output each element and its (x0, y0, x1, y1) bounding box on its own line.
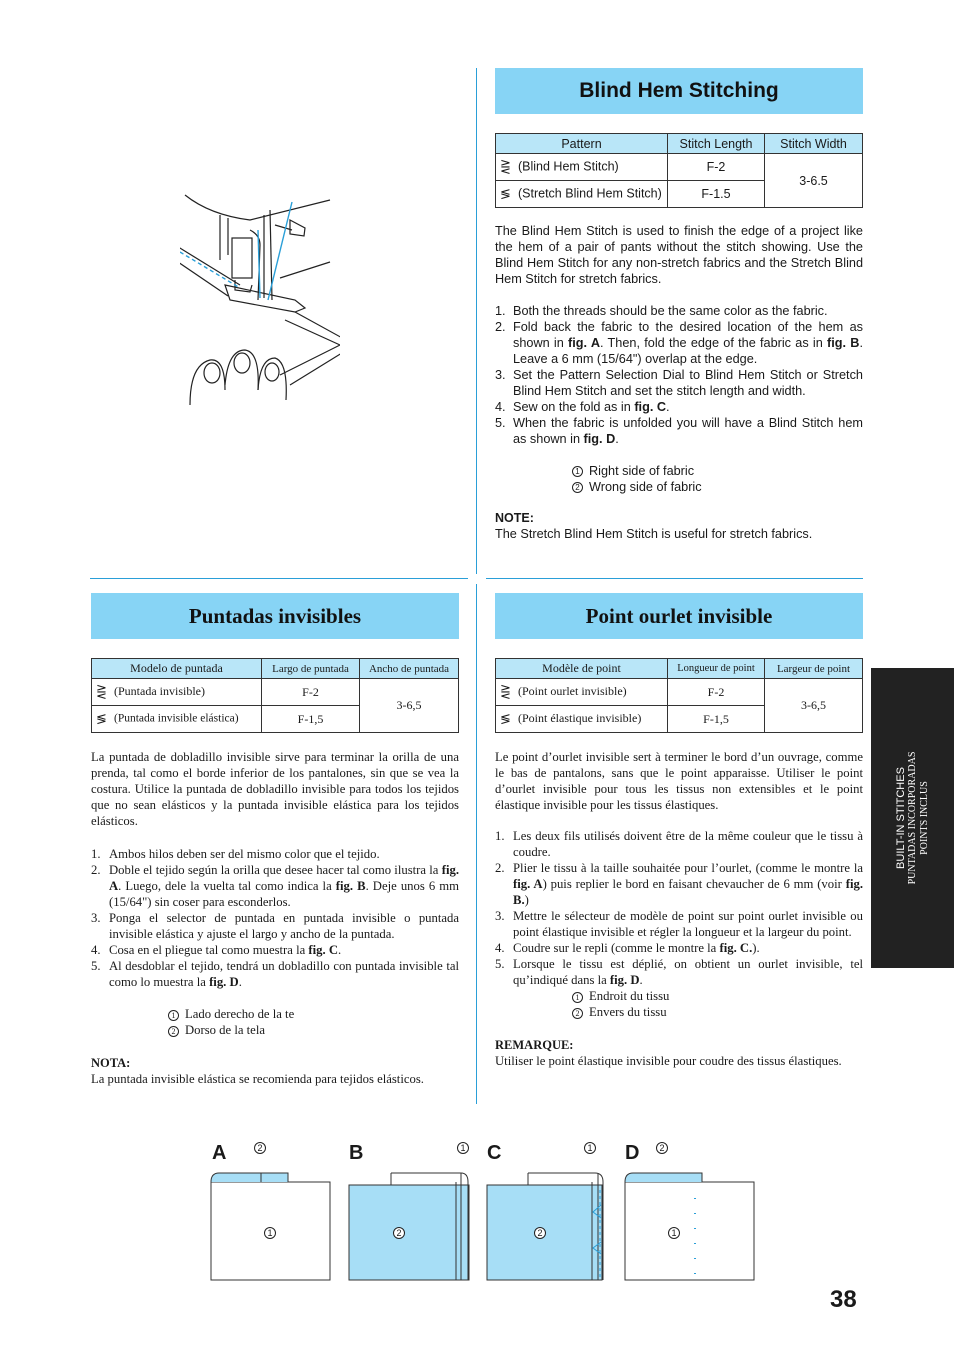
fr-row-width: 3-6,5 (765, 679, 863, 733)
fr-note-text: Utiliser le point élastique invisible pour coudre des tissus élastiques. (495, 1054, 842, 1068)
blind-hem-stitch-icon: ⋛ (500, 684, 511, 700)
en-step: 1. Both the threads should be the same color as the fabric. (495, 304, 828, 318)
fr-step: 1. Les deux fils utilisés doivent être de la même couleur que le tissu à coudre. (495, 829, 863, 859)
sewing-illustration (180, 190, 340, 410)
en-row-pattern: ⋛ (Blind Hem Stitch) (496, 154, 668, 181)
fig-d-label: D (625, 1142, 640, 1164)
es-row-width: 3-6,5 (360, 679, 459, 733)
stretch-blind-hem-stitch-icon: ≶ (500, 186, 511, 201)
es-intro: La puntada de dobladillo invisible sirve para terminar la orilla de una prenda, tal como el borde inferior de los pantalones, sin que se vea la costura. Utilice la puntada de dobladillo invisible para todos los tejidos que no sean elásticos y la puntada invisible elástica para los tejidos elásticos. (91, 750, 459, 828)
blind-hem-stitch-icon: ⋛ (500, 159, 511, 174)
es-legend: 1 Lado derecho de la te 2 Dorso de la tela (168, 1006, 294, 1038)
es-stitch-table (91, 658, 459, 733)
es-row-pattern: ≶ (Puntada invisible elástica) (92, 706, 262, 733)
column-divider-bottom (476, 584, 477, 1104)
es-title-banner (91, 593, 459, 639)
es-step: 4. Cosa en el pliegue tal como muestra la fig. C. (91, 943, 342, 957)
es-header-length: Largo de puntada (262, 659, 360, 679)
fr-title-banner (495, 593, 863, 639)
en-legend: 1 Right side of fabric 2 Wrong side of fabric (572, 463, 702, 495)
hem-figures (205, 1160, 765, 1288)
fig-b-label: B (349, 1142, 364, 1164)
fr-row-pattern: ⋛ (Point ourlet invisible) (496, 679, 668, 706)
en-title: Blind Hem Stitching (579, 79, 779, 102)
stretch-blind-hem-stitch-icon: ≶ (500, 711, 511, 727)
en-row-width: 3-6.5 (765, 154, 863, 208)
fr-header-length: Longueur de point (668, 659, 765, 679)
en-header-length: Stitch Length (668, 134, 765, 154)
es-step: 1. Ambos hilos deben ser del mismo color que el tejido. (91, 847, 380, 861)
fig-c-callout-1: 1 (584, 1142, 596, 1154)
es-row-pattern: ⋛ (Puntada invisible) (92, 679, 262, 706)
es-header-pattern: Modelo de puntada (92, 659, 262, 679)
en-intro: The Blind Hem Stitch is used to finish the edge of a project like the hem of a pair of pants without the stitch showing. Use the Blind Hem Stitch for any non-stretch fabrics and the Stretch Blind Hem Stitch for stretch fabrics. (495, 224, 863, 286)
fig-d-callout-1: 1 (668, 1227, 680, 1239)
fr-note-heading: REMARQUE: (495, 1038, 574, 1052)
fr-header-width: Largeur de point (765, 659, 863, 679)
es-step: 5. Al desdoblar el tejido, tendrá un dobladillo con puntada invisible tal como lo muestra la fig. D. (91, 959, 459, 989)
section-side-tab (871, 668, 954, 968)
fig-c-callout-2: 2 (534, 1227, 546, 1239)
fr-title: Point ourlet invisible (585, 603, 773, 628)
en-note-text: The Stretch Blind Hem Stitch is useful for stretch fabrics. (495, 527, 813, 541)
fig-d (625, 1173, 754, 1280)
side-tab-es: PUNTADAS INCORPORADAS (906, 751, 918, 885)
fig-c (487, 1173, 603, 1280)
en-row-length: F-1.5 (668, 181, 765, 208)
es-steps (91, 846, 459, 990)
fig-b-callout-2: 2 (393, 1227, 405, 1239)
stretch-blind-hem-stitch-icon: ≶ (96, 711, 107, 726)
page-number: 38 (830, 1286, 857, 1313)
fig-b-callout-1: 1 (457, 1142, 469, 1154)
en-row-length: F-2 (668, 154, 765, 181)
es-note-heading: NOTA: (91, 1056, 131, 1070)
fr-steps (495, 828, 863, 988)
fig-c-label: C (487, 1142, 502, 1164)
side-tab-fr: POINTS INCLUS (918, 781, 930, 855)
side-tab-en: BUILT-IN STITCHES (894, 767, 907, 869)
fr-step: 2. Plier le tissu à la taille souhaitée pour l’ourlet, (comme le montre la fig. A) puis replier le bord en faisant chevaucher de 6 mm (voir fig. B.) (495, 861, 863, 907)
fr-row-length: F-1,5 (668, 706, 765, 733)
es-step: 3. Ponga el selector de puntada en puntada invisible o puntada invisible elástica y ajuste el largo y ancho de la puntada. (91, 911, 459, 941)
en-step: 4. Sew on the fold as in fig. C. (495, 400, 670, 414)
fr-step: 5. Lorsque le tissu est déplié, on obtient un ourlet invisible, tel qu’indiqué dans la fig. D. (495, 957, 863, 987)
en-header-pattern: Pattern (496, 134, 668, 154)
fr-row-pattern: ≶ (Point élastique invisible) (496, 706, 668, 733)
en-header-width: Stitch Width (765, 134, 863, 154)
column-divider-top (476, 68, 477, 574)
en-step: 3. Set the Pattern Selection Dial to Blind Hem Stitch or Stretch Blind Hem Stitch and set the stitch length and width. (495, 368, 863, 398)
en-step: 5. When the fabric is unfolded you will have a Blind Stitch hem as shown in fig. D. (495, 416, 863, 446)
en-step: 2. Fold back the fabric to the desired location of the hem as shown in fig. A. Then, fold the edge of the fabric as in fig. B. Leave a 6 mm (15/64") overlap at the edge. (495, 320, 863, 366)
fig-a-label: A (212, 1142, 227, 1164)
section-divider-right (486, 578, 863, 579)
fig-d-callout-2: 2 (656, 1142, 668, 1154)
en-stitch-table (495, 133, 863, 208)
fr-intro: Le point d’ourlet invisible sert à terminer le bord d’un ouvrage, comme le bas de pantalons, sans que le point apparaisse. Utiliser le point d’ourlet invisible pour tous les tissus non extensibles et le point élastique invisible pour les tissus élastiques. (495, 750, 863, 812)
es-header-width: Ancho de puntada (360, 659, 459, 679)
es-row-length: F-1,5 (262, 706, 360, 733)
fig-b (349, 1173, 469, 1280)
es-title: Puntadas invisibles (188, 603, 362, 628)
blind-hem-stitch-icon: ⋛ (96, 684, 107, 700)
section-divider-left (90, 578, 468, 579)
fr-stitch-table (495, 658, 863, 733)
en-row-pattern: ≶ (Stretch Blind Hem Stitch) (496, 181, 668, 208)
fig-a-callout-1: 1 (264, 1227, 276, 1239)
es-row-length: F-2 (262, 679, 360, 706)
en-steps (495, 303, 863, 447)
es-note-text: La puntada invisible elástica se recomienda para tejidos elásticos. (91, 1072, 424, 1086)
fr-step: 3. Mettre le sélecteur de modèle de point sur point ourlet invisible ou point élastique invisible et régler la longueur et la largeur du point. (495, 909, 863, 939)
en-title-banner (495, 68, 863, 114)
fr-header-pattern: Modèle de point (496, 659, 668, 679)
fr-step: 4. Coudre sur le repli (comme le montre la fig. C.). (495, 941, 760, 955)
fr-row-length: F-2 (668, 679, 765, 706)
fig-a-callout-2: 2 (254, 1142, 266, 1154)
fr-legend: 1 Endroit du tissu 2 Envers du tissu (572, 988, 669, 1020)
es-step: 2. Doble el tejido según la orilla que desee hacer tal como ilustra la fig. A. Luego, dele la vuelta tal como indica la fig. B. Deje unos 6 mm (15/64") sin coser para esconderlos. (91, 863, 459, 909)
en-note-heading: NOTE: (495, 511, 534, 525)
